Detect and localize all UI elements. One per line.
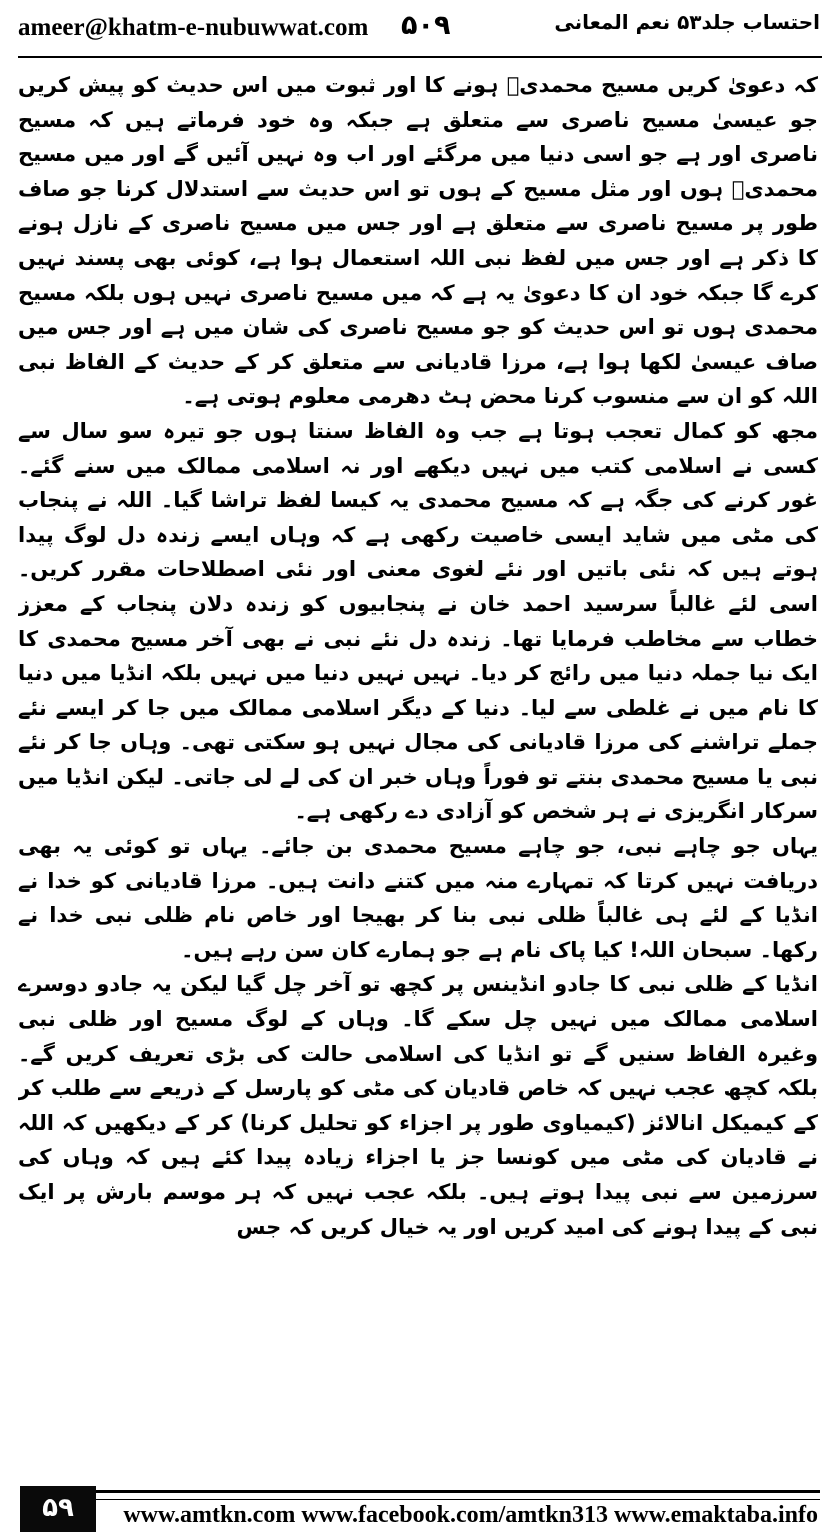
page-body — [18, 68, 818, 1468]
header-page-number: ۵۰۹ — [401, 10, 451, 41]
footer-links: www.amtkn.com www.facebook.com/amtkn313 www.emaktaba.info — [123, 1502, 818, 1528]
page-header — [18, 0, 822, 64]
paragraph-2: مجھ کو کمال تعجب ہوتا ہے جب وہ الفاظ سنتا ہوں جو تیرہ سو سال سے کسی نے اسلامی کتب میں نہیں دیکھے اور نہ اسلامی ممالک میں سنے گئے۔ غور کرنے کی جگہ ہے کہ مسیح محمدی یہ کیسا لفظ تراشا گیا۔ اللہ نے پنجاب کی مٹی میں شاید ایسی خاصیت رکھی ہے کہ وہاں ایسے زندہ دل لوگ پیدا ہوتے ہیں کہ نئی باتیں اور نئے لغوی معنی اور نئی اصطلاحات مقرر کریں۔ اسی لئے غالباً سرسید احمد خان نے پنجابیوں کو زندہ دلان پنجاب کے معزز خطاب سے مخاطب فرمایا تھا۔ زندہ دل نئے نبی نے بھی آخر مسیح محمدی کا ایک نیا جملہ دنیا میں رائج کر دیا۔ نہیں نہیں دنیا میں نہیں بلکہ انڈیا میں دنیا کا نام میں نے غلطی سے لیا۔ دنیا کے دیگر اسلامی ممالک میں جا کر ایسے نئے جملے تراشنے کی مرزا قادیانی کی مجال نہیں ہو سکتی تھی۔ وہاں جا کر نئے نبی یا مسیح محمدی بنتے تو فوراً وہاں خبر ان کی لے لی جاتی۔ لیکن انڈیا میں سرکار انگریزی نے ہر شخص کو آزادی دے رکھی ہے۔ — [18, 418, 818, 824]
header-divider — [18, 56, 822, 58]
paragraph-3: یہاں جو چاہے نبی، جو چاہے مسیح محمدی بن جائے۔ یہاں تو کوئی یہ بھی دریافت نہیں کرتا کہ تمہارے منہ میں کتنے دانت ہیں۔ مرزا قادیانی کو خدا نے انڈیا کے لئے ہی غالباً ظلی نبی بنا کر بھیجا اور خاص نام ظلی نبی خدا نے رکھا۔ سبحان اللہ! کیا پاک نام ہے جو ہمارے کان سن رہے ہیں۔ — [18, 834, 818, 962]
footer-page-number: ۵۹ — [20, 1486, 96, 1532]
paragraph-4: انڈیا کے ظلی نبی کا جادو انڈینس پر کچھ تو آخر چل گیا لیکن یہ جادو دوسرے اسلامی ممالک میں نہیں چل سکے گا۔ وہاں کے لوگ مسیح اور ظلی نبی وغیرہ الفاظ سنیں گے تو انڈیا کی اسلامی حالت کی بڑی تعریف کریں گے۔ بلکہ کچھ عجب نہیں کہ خاص قادیان کی مٹی کو پارسل کے ذریعے سے طلب کر کے کیمیکل انالائز (کیمیاوی طور پر اجزاء کو تحلیل کرنا) کر کے دیکھیں کہ اللہ نے قادیان کی مٹی میں کونسا جز یا اجزاء زیادہ پیدا کئے ہیں کہ وہاں کی سرزمین سے نبی پیدا ہوتے ہیں۔ بلکہ عجب نہیں کہ ہر موسم بارش پر ایک نبی کے پیدا ہونے کی امید کریں اور یہ خیال کریں کہ جس — [18, 972, 818, 1239]
paragraph-1: کہ دعویٰ کریں مسیح محمدیؐ ہونے کا اور ثبوت میں اس حدیث کو پیش کریں جو عیسیٰ مسیح ناصری سے متعلق ہے جبکہ وہ خود فرماتے ہیں کہ مسیح ناصری اور ہے جو اسی دنیا میں مرگئے اور اب وہ نہیں آئیں گے اور میں مسیح محمدیؐ ہوں اور مثل مسیح کے ہوں تو اس حدیث سے استدلال کرنا جو صاف طور پر مسیح ناصری سے متعلق ہے اور جس میں مسیح ناصری کے نازل ہونے کا ذکر ہے اور جس میں لفظ نبی اللہ استعمال ہوا ہے، کوئی بھی پسند نہیں کرے گا جبکہ خود ان کا دعویٰ یہ ہے کہ میں مسیح ناصری نہیں ہوں بلکہ مسیح محمدی ہوں تو اس حدیث کو جو مسیح ناصری کی شان میں ہے اور جس میں صاف عیسیٰ لکھا ہوا ہے، مرزا قادیانی سے متعلق کر کے حدیث کے الفاظ نبی اللہ کو ان سے منسوب کرنا محض ہٹ دھرمی معلوم ہوتی ہے۔ — [18, 73, 818, 409]
footer-divider — [96, 1490, 820, 1500]
header-book-title: احتساب جلد۵۳ نعم المعانی — [554, 10, 820, 34]
header-email: ameer@khatm-e-nubuwwat.com — [18, 14, 369, 41]
page-footer — [0, 1486, 840, 1540]
